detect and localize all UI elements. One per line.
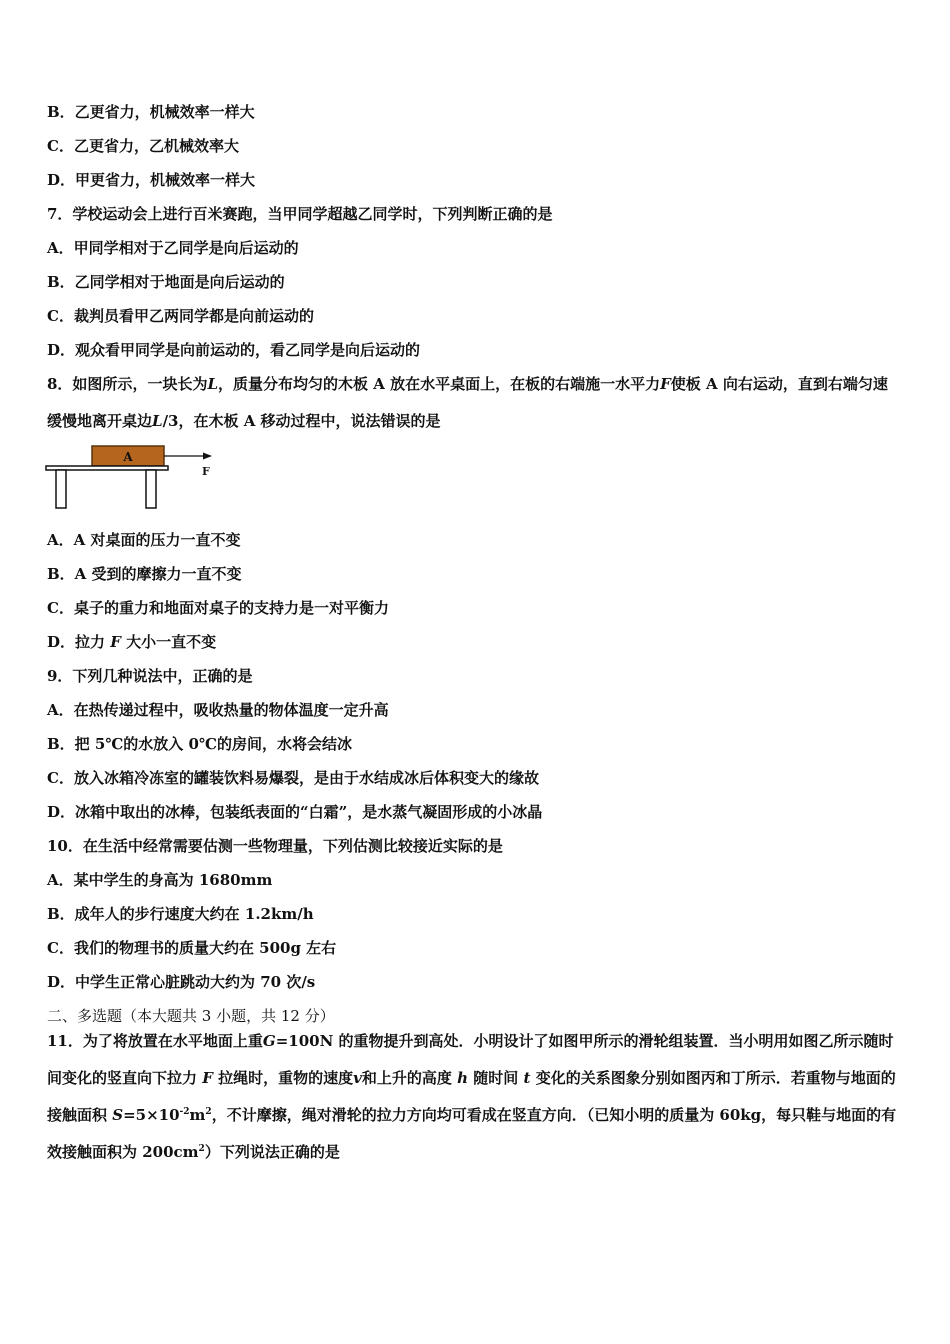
option-d-q6: D．甲更省力，机械效率一样大: [47, 171, 256, 189]
option-c-q7: C．裁判员看甲乙两同学都是向前运动的: [47, 307, 314, 325]
option-b-q8: B．A 受到的摩擦力一直不变: [47, 565, 242, 583]
option-a-q10: A．某中学生的身高为 1680mm: [47, 871, 273, 889]
option-a-q9: A．在热传递过程中，吸收热量的物体温度一定升高: [47, 701, 389, 719]
table-leg-left: [56, 470, 66, 508]
table-leg-right: [146, 470, 156, 508]
table-board-figure: [44, 443, 219, 513]
board-a-label: A: [123, 450, 133, 464]
option-b-q10: B．成年人的步行速度大约在 1.2km/h: [47, 905, 314, 923]
question-10: 10．在生活中经常需要估测一些物理量，下列估测比较接近实际的是: [47, 837, 503, 855]
option-b-q9: B．把 5℃的水放入 0℃的房间，水将会结冰: [47, 735, 352, 753]
option-a-q8: A．A 对桌面的压力一直不变: [47, 531, 241, 549]
force-label: F: [202, 465, 210, 478]
force-arrowhead: [203, 453, 212, 460]
option-c-q10: C．我们的物理书的质量大约在 500g 左右: [47, 939, 337, 957]
option-d-q8: D．拉力 F 大小一直不变: [47, 633, 217, 651]
question-11: 11．为了将放置在水平地面上重G=100N 的重物提升到高处．小明设计了如图甲所示的滑轮组装置．当小明用如图乙所示随时间变化的竖直向下拉力 F 拉绳时，重物的速度v和上升的高度 h 随时间 t 变化的关系图象分别如图丙和丁所示．若重物与地面的接触面积 $S=5\times 10^{-2}m^2$，不计摩擦，绳对滑轮的拉力方向均可看成在竖直方向．（已知小明的质量为 60kg，每只鞋与地面的有效接触面积为 $200cm^2$）下列说法正确的是: [47, 1032, 897, 1161]
option-d-q10: D．中学生正常心脏跳动大约为 70 次/s: [47, 973, 316, 991]
question-9: 9．下列几种说法中，正确的是: [47, 667, 253, 685]
option-d-q9: D．冰箱中取出的冰棒，包装纸表面的“白霜”，是水蒸气凝固形成的小冰晶: [47, 803, 543, 821]
section-heading-multiple-choice: 二、多选题（本大题共 3 小题，共 12 分）: [47, 1007, 335, 1025]
option-c-q9: C．放入冰箱冷冻室的罐装饮料易爆裂，是由于水结成冰后体积变大的缘故: [47, 769, 539, 787]
question-8: 8．如图所示，一块长为L，质量分布均匀的木板 A 放在水平桌面上，在板的右端施一水平力F使板 A 向右运动，直到右端匀速缓慢地离开桌边L/3，在木板 A 移动过程中，说法错误的是: [47, 375, 888, 430]
option-c-q6: C．乙更省力，乙机械效率大: [47, 137, 239, 155]
option-b-q6: B．乙更省力，机械效率一样大: [47, 103, 255, 121]
option-a-q7: A．甲同学相对于乙同学是向后运动的: [47, 239, 299, 257]
option-b-q7: B．乙同学相对于地面是向后运动的: [47, 273, 285, 291]
question-7: 7．学校运动会上进行百米赛跑，当甲同学超越乙同学时，下列判断正确的是: [47, 205, 553, 223]
option-d-q7: D．观众看甲同学是向前运动的，看乙同学是向后运动的: [47, 341, 421, 359]
option-c-q8: C．桌子的重力和地面对桌子的支持力是一对平衡力: [47, 599, 389, 617]
